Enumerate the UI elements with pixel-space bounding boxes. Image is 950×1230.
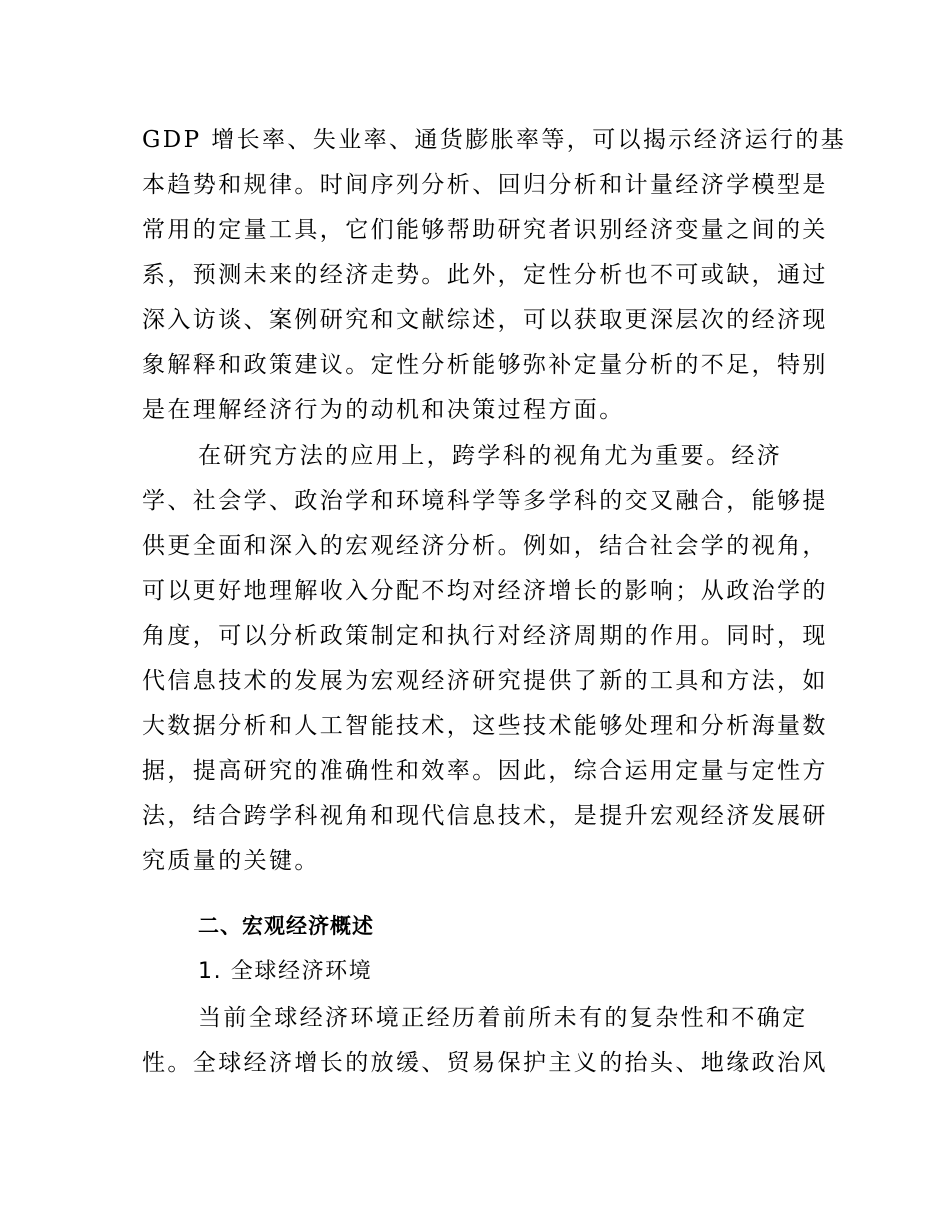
text-line: 学、社会学、政治学和环境科学等多学科的交叉融合，能够提 bbox=[142, 488, 828, 514]
text-line: 是在理解经济行为的动机和决策过程方面。 bbox=[142, 397, 625, 423]
text-line: 据，提高研究的准确性和效率。因此，综合运用定量与定性方 bbox=[142, 758, 828, 784]
text-line: 当前全球经济环境正经历着前所未有的复杂性和不确定 bbox=[198, 1005, 808, 1031]
text-line: 本趋势和规律。时间序列分析、回归分析和计量经济学模型是 bbox=[142, 172, 828, 198]
text-line: GDP 增长率、失业率、通货膨胀率等，可以揭示经济运行的基 bbox=[142, 127, 847, 153]
text-line: 可以更好地理解收入分配不均对经济增长的影响；从政治学的 bbox=[142, 578, 828, 604]
text-line: 系，预测未来的经济走势。此外，定性分析也不可或缺，通过 bbox=[142, 262, 828, 288]
text-line: 究质量的关键。 bbox=[142, 848, 320, 874]
text-line: 法，结合跨学科视角和现代信息技术，是提升宏观经济发展研 bbox=[142, 803, 828, 829]
subsection-heading: 1. 全球经济环境 bbox=[198, 959, 373, 984]
section-heading: 二、宏观经济概述 bbox=[198, 914, 374, 938]
text-line: 象解释和政策建议。定性分析能够弥补定量分析的不足，特别 bbox=[142, 352, 828, 378]
text-line: 代信息技术的发展为宏观经济研究提供了新的工具和方法，如 bbox=[142, 668, 828, 694]
text-line: 在研究方法的应用上，跨学科的视角尤为重要。经济 bbox=[198, 443, 783, 469]
text-line: 常用的定量工具，它们能够帮助研究者识别经济变量之间的关 bbox=[142, 217, 828, 243]
text-line: 性。全球经济增长的放缓、贸易保护主义的抬头、地缘政治风 bbox=[142, 1050, 828, 1076]
text-line: 角度，可以分析政策制定和执行对经济周期的作用。同时，现 bbox=[142, 623, 828, 649]
text-line: 供更全面和深入的宏观经济分析。例如，结合社会学的视角， bbox=[142, 533, 828, 559]
text-line: 深入访谈、案例研究和文献综述，可以获取更深层次的经济现 bbox=[142, 307, 828, 333]
text-line: 大数据分析和人工智能技术，这些技术能够处理和分析海量数 bbox=[142, 713, 828, 739]
